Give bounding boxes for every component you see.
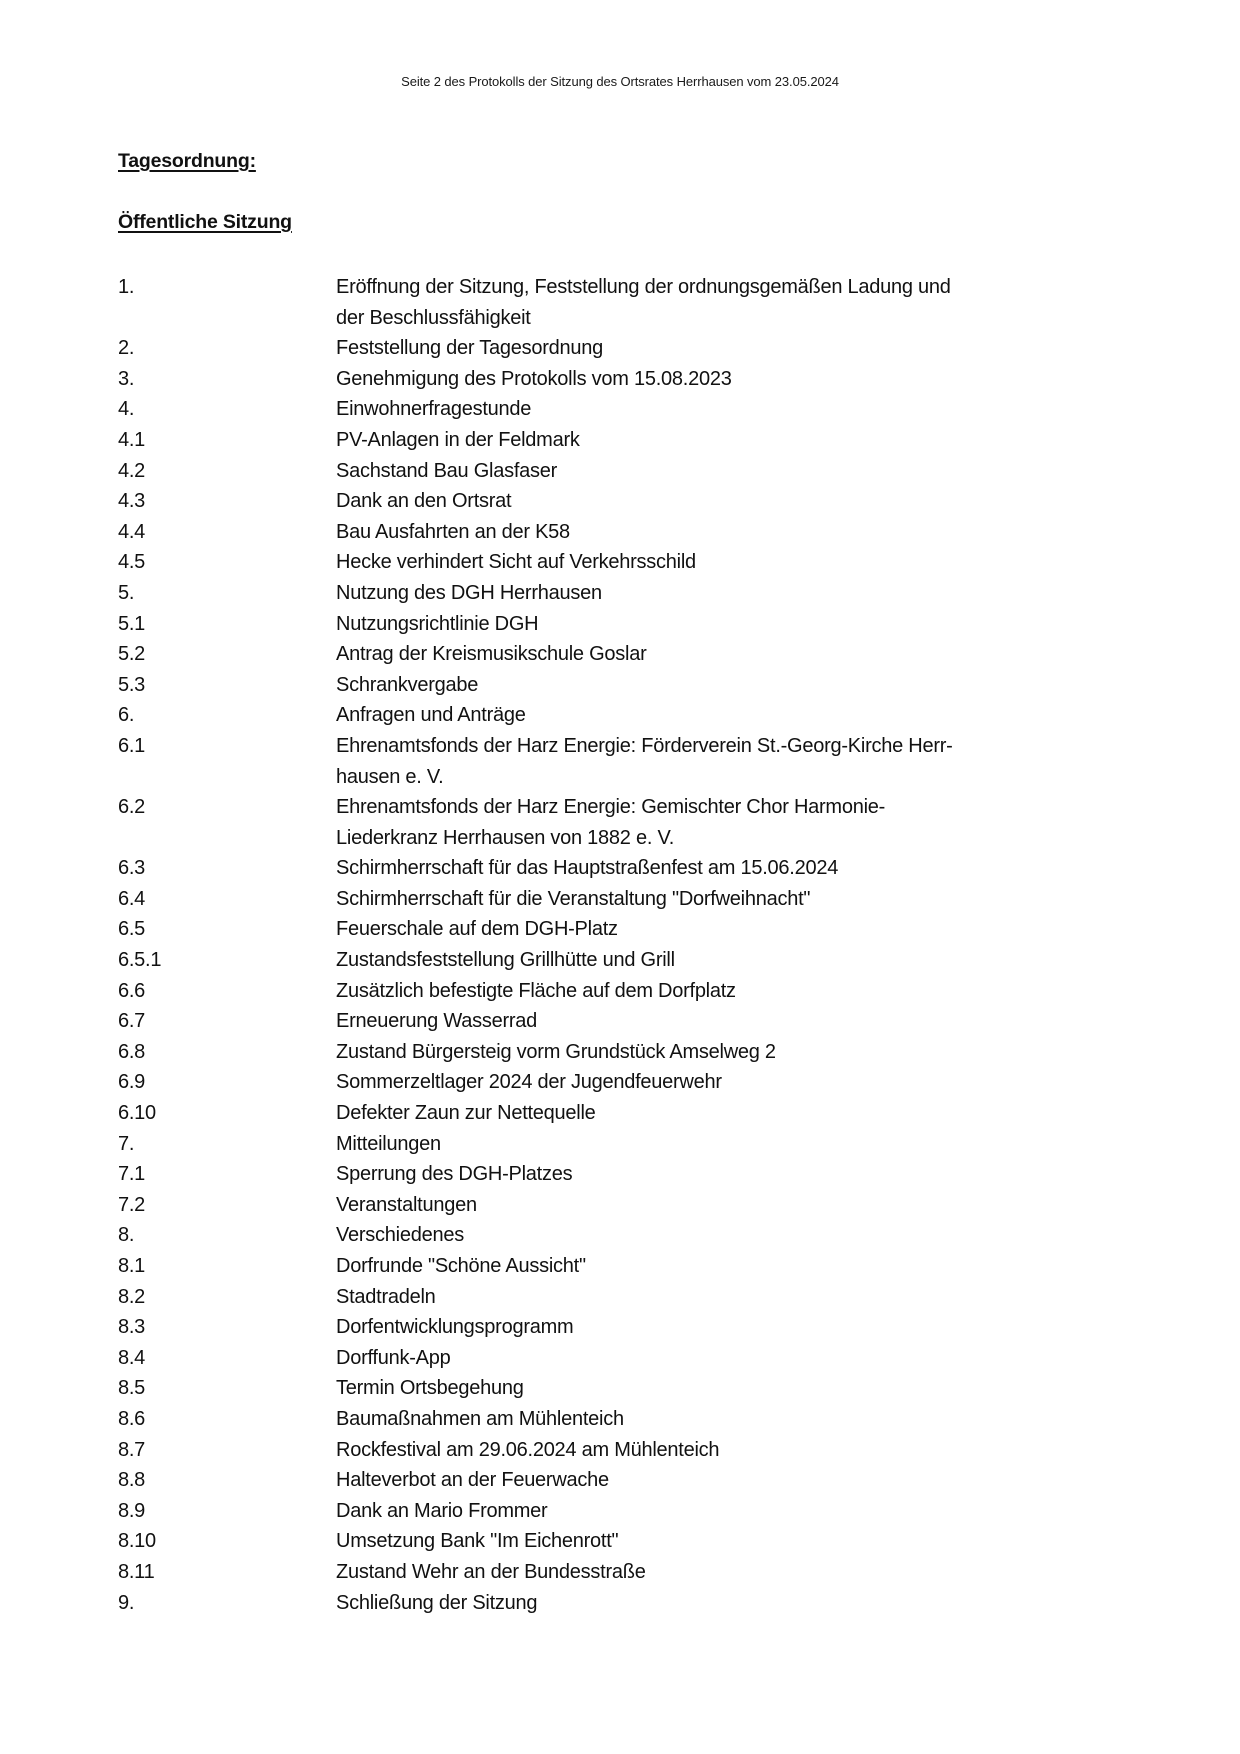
agenda-item-number: 8.3 — [118, 1316, 146, 1339]
agenda-item-number: 5. — [118, 581, 135, 604]
agenda-heading: Tagesordnung: — [118, 150, 256, 172]
agenda-item-number: 5.1 — [118, 612, 146, 635]
agenda-item — [118, 1190, 1118, 1221]
agenda-item-number: 6.5.1 — [118, 949, 162, 972]
agenda-item — [118, 333, 1118, 364]
agenda-item-title: Nutzungsrichtlinie DGH — [336, 612, 539, 635]
agenda-item — [118, 1282, 1118, 1313]
agenda-item-number: 3. — [118, 367, 135, 390]
agenda-item — [118, 884, 1118, 915]
agenda-item-title: Halteverbot an der Feuerwache — [336, 1469, 609, 1492]
agenda-item-number: 8.7 — [118, 1438, 146, 1461]
agenda-item-title: Dorfentwicklungsprogramm — [336, 1316, 574, 1339]
agenda-item — [118, 517, 1118, 548]
agenda-item-number: 8.9 — [118, 1499, 146, 1522]
agenda-item-number: 7.1 — [118, 1163, 146, 1186]
agenda-item-number: 6.10 — [118, 1102, 156, 1125]
agenda-item — [118, 1251, 1118, 1282]
agenda-item-number: 4.4 — [118, 520, 146, 543]
agenda-item-title: Zustand Bürgersteig vorm Grundstück Amselweg 2 — [336, 1040, 776, 1063]
agenda-item-number: 5.2 — [118, 643, 146, 666]
agenda-item-title: Ehrenamtsfonds der Harz Energie: Gemischter Chor Harmonie- Liederkranz Herrhausen von 1882 e. V. — [336, 796, 886, 849]
agenda-item-number: 8. — [118, 1224, 135, 1247]
agenda-item-title: Sommerzeltlager 2024 der Jugendfeuerwehr — [336, 1071, 722, 1094]
agenda-item-number: 4. — [118, 398, 135, 421]
agenda-item-title: Termin Ortsbegehung — [336, 1377, 524, 1400]
agenda-item-number: 6.2 — [118, 796, 146, 819]
agenda-item-title: Dank an den Ortsrat — [336, 490, 512, 513]
agenda-item-title: Schirmherrschaft für die Veranstaltung "Dorfweihnacht" — [336, 887, 811, 910]
agenda-item-number: 4.2 — [118, 459, 146, 482]
agenda-item-number: 1. — [118, 276, 135, 298]
agenda-item-number: 8.11 — [118, 1560, 155, 1583]
agenda-item — [118, 456, 1118, 487]
agenda-item-title: Anfragen und Anträge — [336, 704, 526, 727]
page-header: Seite 2 des Protokolls der Sitzung des Ortsrates Herrhausen vom 23.05.2024 — [401, 74, 839, 89]
agenda-item — [118, 609, 1118, 640]
agenda-item-number: 5.3 — [118, 673, 146, 696]
agenda-item-number: 9. — [118, 1591, 135, 1614]
agenda-item — [118, 1312, 1118, 1343]
agenda-item — [118, 1404, 1118, 1435]
agenda-item-number: 8.8 — [118, 1469, 146, 1492]
agenda-item — [118, 853, 1118, 884]
agenda-item — [118, 1373, 1118, 1404]
agenda-item-title: Einwohnerfragestunde — [336, 398, 532, 421]
agenda-item-title: Schrankvergabe — [336, 673, 479, 696]
agenda-item-title: Mitteilungen — [336, 1132, 441, 1155]
agenda-item-title: Baumaßnahmen am Mühlenteich — [336, 1407, 624, 1430]
agenda-item-title: Eröffnung der Sitzung, Feststellung der ordnungsgemäßen Ladung und der Beschlussfähigkeit — [336, 276, 951, 329]
agenda-item-number: 8.2 — [118, 1285, 146, 1308]
agenda-item — [118, 578, 1118, 609]
agenda-item-title: Feststellung der Tagesordnung — [336, 337, 604, 360]
agenda-item — [118, 1496, 1118, 1527]
agenda-item-title: Zusätzlich befestigte Fläche auf dem Dorfplatz — [336, 979, 736, 1002]
agenda-item-number: 8.4 — [118, 1346, 146, 1369]
agenda-item-title: PV-Anlagen in der Feldmark — [336, 428, 580, 451]
agenda-item — [118, 1465, 1118, 1496]
agenda-item — [118, 272, 1118, 333]
agenda-item-title: Rockfestival am 29.06.2024 am Mühlenteich — [336, 1438, 720, 1461]
agenda-item — [118, 1037, 1118, 1068]
agenda-item-title: Ehrenamtsfonds der Harz Energie: Förderverein St.-Georg-Kirche Herr- hausen e. V. — [336, 734, 953, 788]
agenda-item — [118, 700, 1118, 731]
agenda-item-number: 6.4 — [118, 887, 146, 910]
agenda-item — [118, 394, 1118, 425]
agenda-item-title: Nutzung des DGH Herrhausen — [336, 581, 602, 604]
agenda-item-title: Veranstaltungen — [336, 1193, 477, 1216]
agenda-item-number: 4.1 — [118, 428, 146, 451]
agenda-item-number: 8.10 — [118, 1530, 156, 1553]
agenda-item — [118, 486, 1118, 517]
agenda-item — [118, 1129, 1118, 1160]
agenda-item-title: Erneuerung Wasserrad — [336, 1010, 538, 1033]
agenda-item-title: Schirmherrschaft für das Hauptstraßenfest am 15.06.2024 — [336, 857, 839, 880]
agenda-item — [118, 1557, 1118, 1588]
agenda-item — [118, 547, 1118, 578]
agenda-item — [118, 914, 1118, 945]
agenda-item-number: 7.2 — [118, 1193, 146, 1216]
agenda-item-title: Dorffunk-App — [336, 1346, 451, 1369]
agenda-item — [118, 670, 1118, 701]
agenda-item-title: Schließung der Sitzung — [336, 1591, 538, 1614]
agenda-item-number: 8.5 — [118, 1377, 146, 1400]
agenda-item — [118, 1159, 1118, 1190]
agenda-item — [118, 976, 1118, 1007]
agenda-item — [118, 945, 1118, 976]
agenda-item-number: 8.1 — [118, 1255, 146, 1277]
agenda-item-title: Genehmigung des Protokolls vom 15.08.2023 — [336, 367, 732, 390]
agenda-item — [118, 792, 1118, 853]
agenda-item-title: Defekter Zaun zur Nettequelle — [336, 1102, 596, 1125]
agenda-item-number: 7. — [118, 1132, 135, 1155]
agenda-item — [118, 1343, 1118, 1374]
agenda-item — [118, 1098, 1118, 1129]
agenda-item-title: Stadtradeln — [336, 1285, 436, 1308]
agenda-item-title: Zustandsfeststellung Grillhütte und Grill — [336, 949, 675, 972]
public-session-heading: Öffentliche Sitzung — [118, 211, 292, 233]
agenda-item-title: Antrag der Kreismusikschule Goslar — [336, 643, 647, 666]
agenda-item — [118, 1588, 1118, 1619]
agenda-item-number: 6.6 — [118, 979, 146, 1002]
agenda-item — [118, 731, 1118, 792]
agenda-item-title: Zustand Wehr an der Bundesstraße — [336, 1560, 646, 1583]
agenda-item-number: 6.9 — [118, 1071, 146, 1094]
agenda-item — [118, 364, 1118, 395]
agenda-item-number: 6.3 — [118, 857, 146, 880]
agenda-item — [118, 1526, 1118, 1557]
agenda-list — [118, 272, 1118, 1618]
agenda-item-number: 6. — [118, 704, 135, 727]
agenda-item-number: 6.5 — [118, 918, 146, 941]
agenda-item — [118, 1435, 1118, 1466]
agenda-item-title: Dorfrunde "Schöne Aussicht" — [336, 1255, 586, 1277]
agenda-item-title: Hecke verhindert Sicht auf Verkehrsschild — [336, 551, 696, 574]
agenda-item-title: Sperrung des DGH-Platzes — [336, 1163, 573, 1186]
agenda-item-number: 4.3 — [118, 490, 146, 513]
agenda-item-title: Sachstand Bau Glasfaser — [336, 459, 558, 482]
agenda-item-title: Bau Ausfahrten an der K58 — [336, 520, 570, 543]
agenda-item — [118, 639, 1118, 670]
agenda-item — [118, 425, 1118, 456]
agenda-item-title: Verschiedenes — [336, 1224, 464, 1247]
agenda-item-number: 6.8 — [118, 1040, 146, 1063]
agenda-item-number: 6.1 — [118, 734, 146, 757]
agenda-item-number: 8.6 — [118, 1407, 146, 1430]
agenda-item — [118, 1220, 1118, 1251]
agenda-item — [118, 1067, 1118, 1098]
agenda-item-number: 4.5 — [118, 551, 146, 574]
agenda-item — [118, 1006, 1118, 1037]
agenda-item-title: Feuerschale auf dem DGH-Platz — [336, 918, 618, 941]
agenda-item-number: 2. — [118, 337, 135, 360]
agenda-item-title: Dank an Mario Frommer — [336, 1499, 548, 1522]
agenda-item-title: Umsetzung Bank "Im Eichenrott" — [336, 1530, 619, 1553]
agenda-item-number: 6.7 — [118, 1010, 146, 1033]
